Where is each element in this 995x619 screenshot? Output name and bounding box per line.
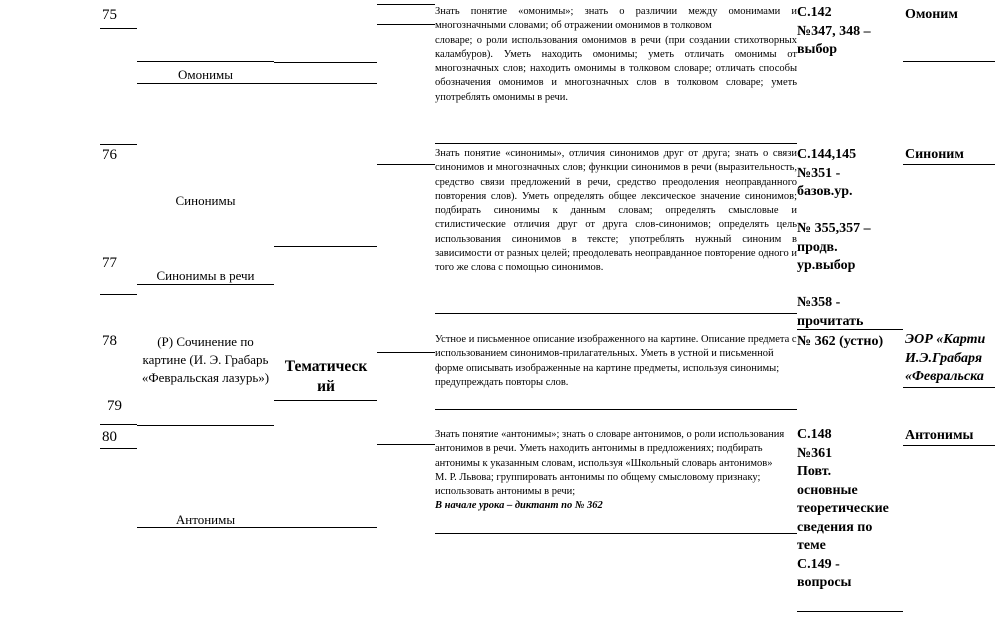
rule <box>377 444 435 445</box>
rule <box>100 144 137 145</box>
homework-line: С.149 - <box>797 556 840 572</box>
lesson-note: В начале урока – диктант по № 362 <box>435 500 603 512</box>
homework-line: №358 - <box>797 295 841 310</box>
term-line: «Февральска <box>905 369 984 384</box>
lesson-number: 80 <box>102 429 117 445</box>
rule <box>377 164 435 165</box>
homework-line: №351 - <box>797 165 841 181</box>
rule <box>100 424 137 425</box>
lesson-number: 77 <box>102 255 117 271</box>
homework-line: сведения по <box>797 519 873 535</box>
rule <box>274 246 377 247</box>
key-term: Синоним <box>905 147 964 162</box>
rule <box>435 533 797 534</box>
homework-line: ур.выбор <box>797 258 856 273</box>
lesson-topic: Синонимы в речи <box>156 268 255 283</box>
lesson-number: 79 <box>107 398 122 414</box>
rule <box>137 425 274 426</box>
homework-line: № 355,357 – <box>797 221 871 236</box>
homework-line: теме <box>797 538 826 553</box>
rule <box>903 164 995 165</box>
homework-line: Повт. <box>797 464 832 479</box>
homework-line <box>797 202 903 221</box>
rule <box>100 28 137 29</box>
rule <box>797 611 903 612</box>
description-text: Знать понятие «антонимы»; знать о словаре антонимов, о роли использования антонимов в речи. Уметь находить антонимы в предложениях; подбирать антонимы к указанным словам, используя «Школьный словарь антонимов» <box>435 429 785 469</box>
homework <box>797 4 903 60</box>
lesson-topic: Антонимы <box>175 512 236 527</box>
homework-line: вопросы <box>797 575 852 590</box>
lesson-description: Устное и письменное описание изображенного на картине. Описание предмета с использованием синонимов-прилагательных. Уметь в устной и письменной форме описывать изображенные на картине предметы, используя синонимы; предупреждать повторы слов. <box>435 334 797 388</box>
homework-line: №361 <box>797 445 833 461</box>
key-term <box>905 331 985 387</box>
rule <box>137 61 274 62</box>
rule <box>274 62 377 63</box>
rule <box>435 313 797 314</box>
key-term: Антонимы <box>905 428 974 443</box>
rule <box>903 445 995 446</box>
lesson-description <box>435 5 797 105</box>
rule <box>100 294 137 295</box>
homework <box>797 333 903 352</box>
homework-line: базов.ур. <box>797 184 853 199</box>
homework-line: прочитать <box>797 313 864 329</box>
homework-line: С.144,145 <box>797 147 857 162</box>
rule <box>274 400 377 401</box>
rule <box>903 387 995 388</box>
homework-line: С.148 <box>797 427 832 442</box>
homework-line: № 362 (устно) <box>797 334 884 349</box>
lesson-description: Знать понятие «синонимы», отличия синонимов друг от друга; знать о связи синонимов и многозначных слов; функции синонимов в речи (выразительность, средство связи предложений в речи, средство преодоления неоправданного повторения слов). Уметь определять общее лексическое значение синонимов; подбирать синонимы к данным словам; определять смысловые и стилистические отличия друг от друга слов-синонимов; определять цель использования синонимов в тексте; употреблять нужный синоним в зависимости от разных целей; преодолевать неоправданное повторение одного и того же слова с помощью синонимов. <box>435 148 797 274</box>
term-line: И.Э.Грабаря <box>905 350 983 366</box>
description-text: словаре; о роли использования омонимов в речи (при создании стихотворных каламбуров). Уметь находить омонимы; уметь отличать омонимы от многозначных слов; находить омонимы в толковом словаре; отличать способы обозначения омонимов и многозначных слов в толковом словаре; уметь употреблять омонимы в речи. <box>435 34 797 103</box>
homework-line: основные <box>797 482 858 498</box>
rule <box>100 448 137 449</box>
description-text: М. Р. Львова; группировать антонимы по общему смысловому признаку; использовать антонимы в речи; <box>435 471 761 498</box>
lesson-topic: (Р) Сочинение по картине (И. Э. Грабарь «Февральская лазурь») <box>141 334 270 385</box>
rule <box>435 409 797 410</box>
homework-line: теоретические <box>797 501 889 516</box>
rule <box>903 61 995 62</box>
homework-line: продв. <box>797 239 838 255</box>
rule <box>435 143 797 144</box>
homework-line <box>797 276 903 295</box>
term-line: ЭОР «Карти <box>905 332 986 347</box>
key-term: Омоним <box>905 7 958 22</box>
description-text: Знать понятие «омонимы»; знать о различии между омонимами и многозначными словами; об отражении омонимов в толковом <box>435 6 797 32</box>
lesson-description <box>435 428 797 514</box>
homework-line: №347, 348 – выбор <box>797 23 871 57</box>
rule <box>137 83 377 84</box>
lesson-number: 76 <box>102 147 117 163</box>
homework-line: С.142 <box>797 5 832 20</box>
lesson-topic: Синонимы <box>175 193 236 208</box>
lesson-number: 75 <box>102 7 117 23</box>
rule <box>377 4 435 5</box>
homework <box>797 146 903 331</box>
lesson-type: Тематическ ий <box>284 358 368 395</box>
homework <box>797 426 903 593</box>
rule <box>137 284 274 285</box>
lesson-topic: Омонимы <box>178 67 233 82</box>
rule <box>377 352 435 353</box>
lesson-number: 78 <box>102 333 117 349</box>
rule <box>377 24 435 25</box>
